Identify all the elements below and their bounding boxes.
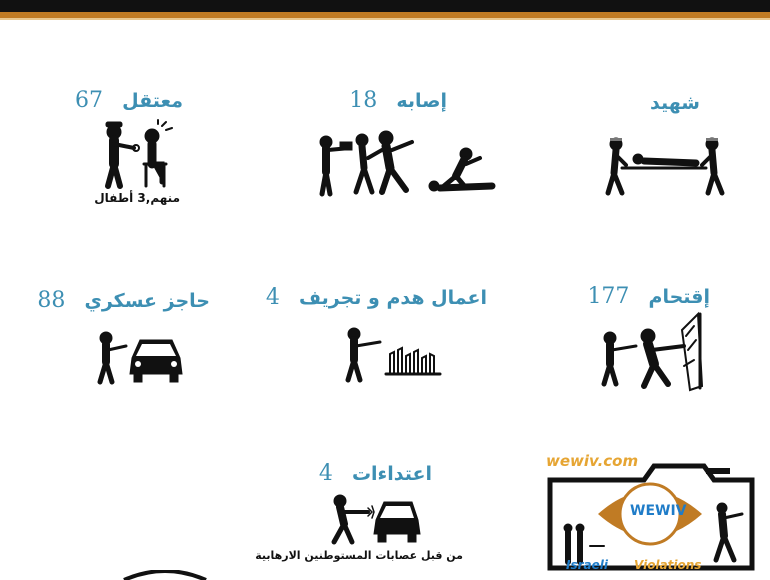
header-light-stripe xyxy=(0,18,770,20)
stat-martyr xyxy=(650,92,700,114)
logo-site-text: wewiv.com xyxy=(546,452,639,470)
header-dark-bar xyxy=(0,0,770,12)
handcuffed-detainee-icon xyxy=(96,120,176,188)
logo-caption-right: Violations xyxy=(634,558,702,572)
stat-checkpoints xyxy=(37,288,210,313)
stat-injuries-label: إصابه xyxy=(396,90,447,112)
soldiers-breaking-door-icon xyxy=(598,310,708,390)
stretcher-carriers-icon xyxy=(600,135,730,197)
stat-attacks-value: 4 xyxy=(318,461,333,486)
stat-checkpoints-label: حاجز عسكري xyxy=(84,290,210,312)
stat-detainees-note: منهم,3 أطفال xyxy=(94,191,180,205)
logo-caption-left: Israeli xyxy=(566,558,608,572)
stat-injuries xyxy=(349,88,447,113)
soldier-demolishing-houses-icon xyxy=(340,326,450,382)
stat-attacks-label: اعتداءات xyxy=(351,463,432,485)
stat-detainees-value: 67 xyxy=(75,88,104,113)
stat-raids-label: إقتحام xyxy=(648,286,710,308)
stat-raids xyxy=(587,284,710,309)
settler-attacking-car-icon xyxy=(326,494,422,544)
stat-demolitions-value: 4 xyxy=(265,285,280,310)
stat-checkpoints-value: 88 xyxy=(37,288,66,313)
stat-injuries-value: 18 xyxy=(349,88,378,113)
stat-demolitions xyxy=(266,285,487,310)
stat-attacks-note: من قبل عصابات المستوطنين الارهابية xyxy=(255,549,463,562)
stat-attacks xyxy=(319,461,432,486)
stat-demolitions-label: اعمال هدم و تجريف xyxy=(299,287,487,309)
stat-raids-value: 177 xyxy=(587,284,630,309)
wewiv-logo xyxy=(546,452,758,576)
stat-detainees xyxy=(75,88,183,113)
soldiers-beating-civilians-icon xyxy=(316,128,498,198)
stat-detainees-label: معتقل xyxy=(122,90,183,112)
stat-martyr-label: شهيد xyxy=(650,92,700,114)
logo-emblem-text: WEWIV xyxy=(630,503,687,519)
bottom-partial-circle xyxy=(120,570,210,580)
soldier-stopping-car-icon xyxy=(94,330,186,384)
